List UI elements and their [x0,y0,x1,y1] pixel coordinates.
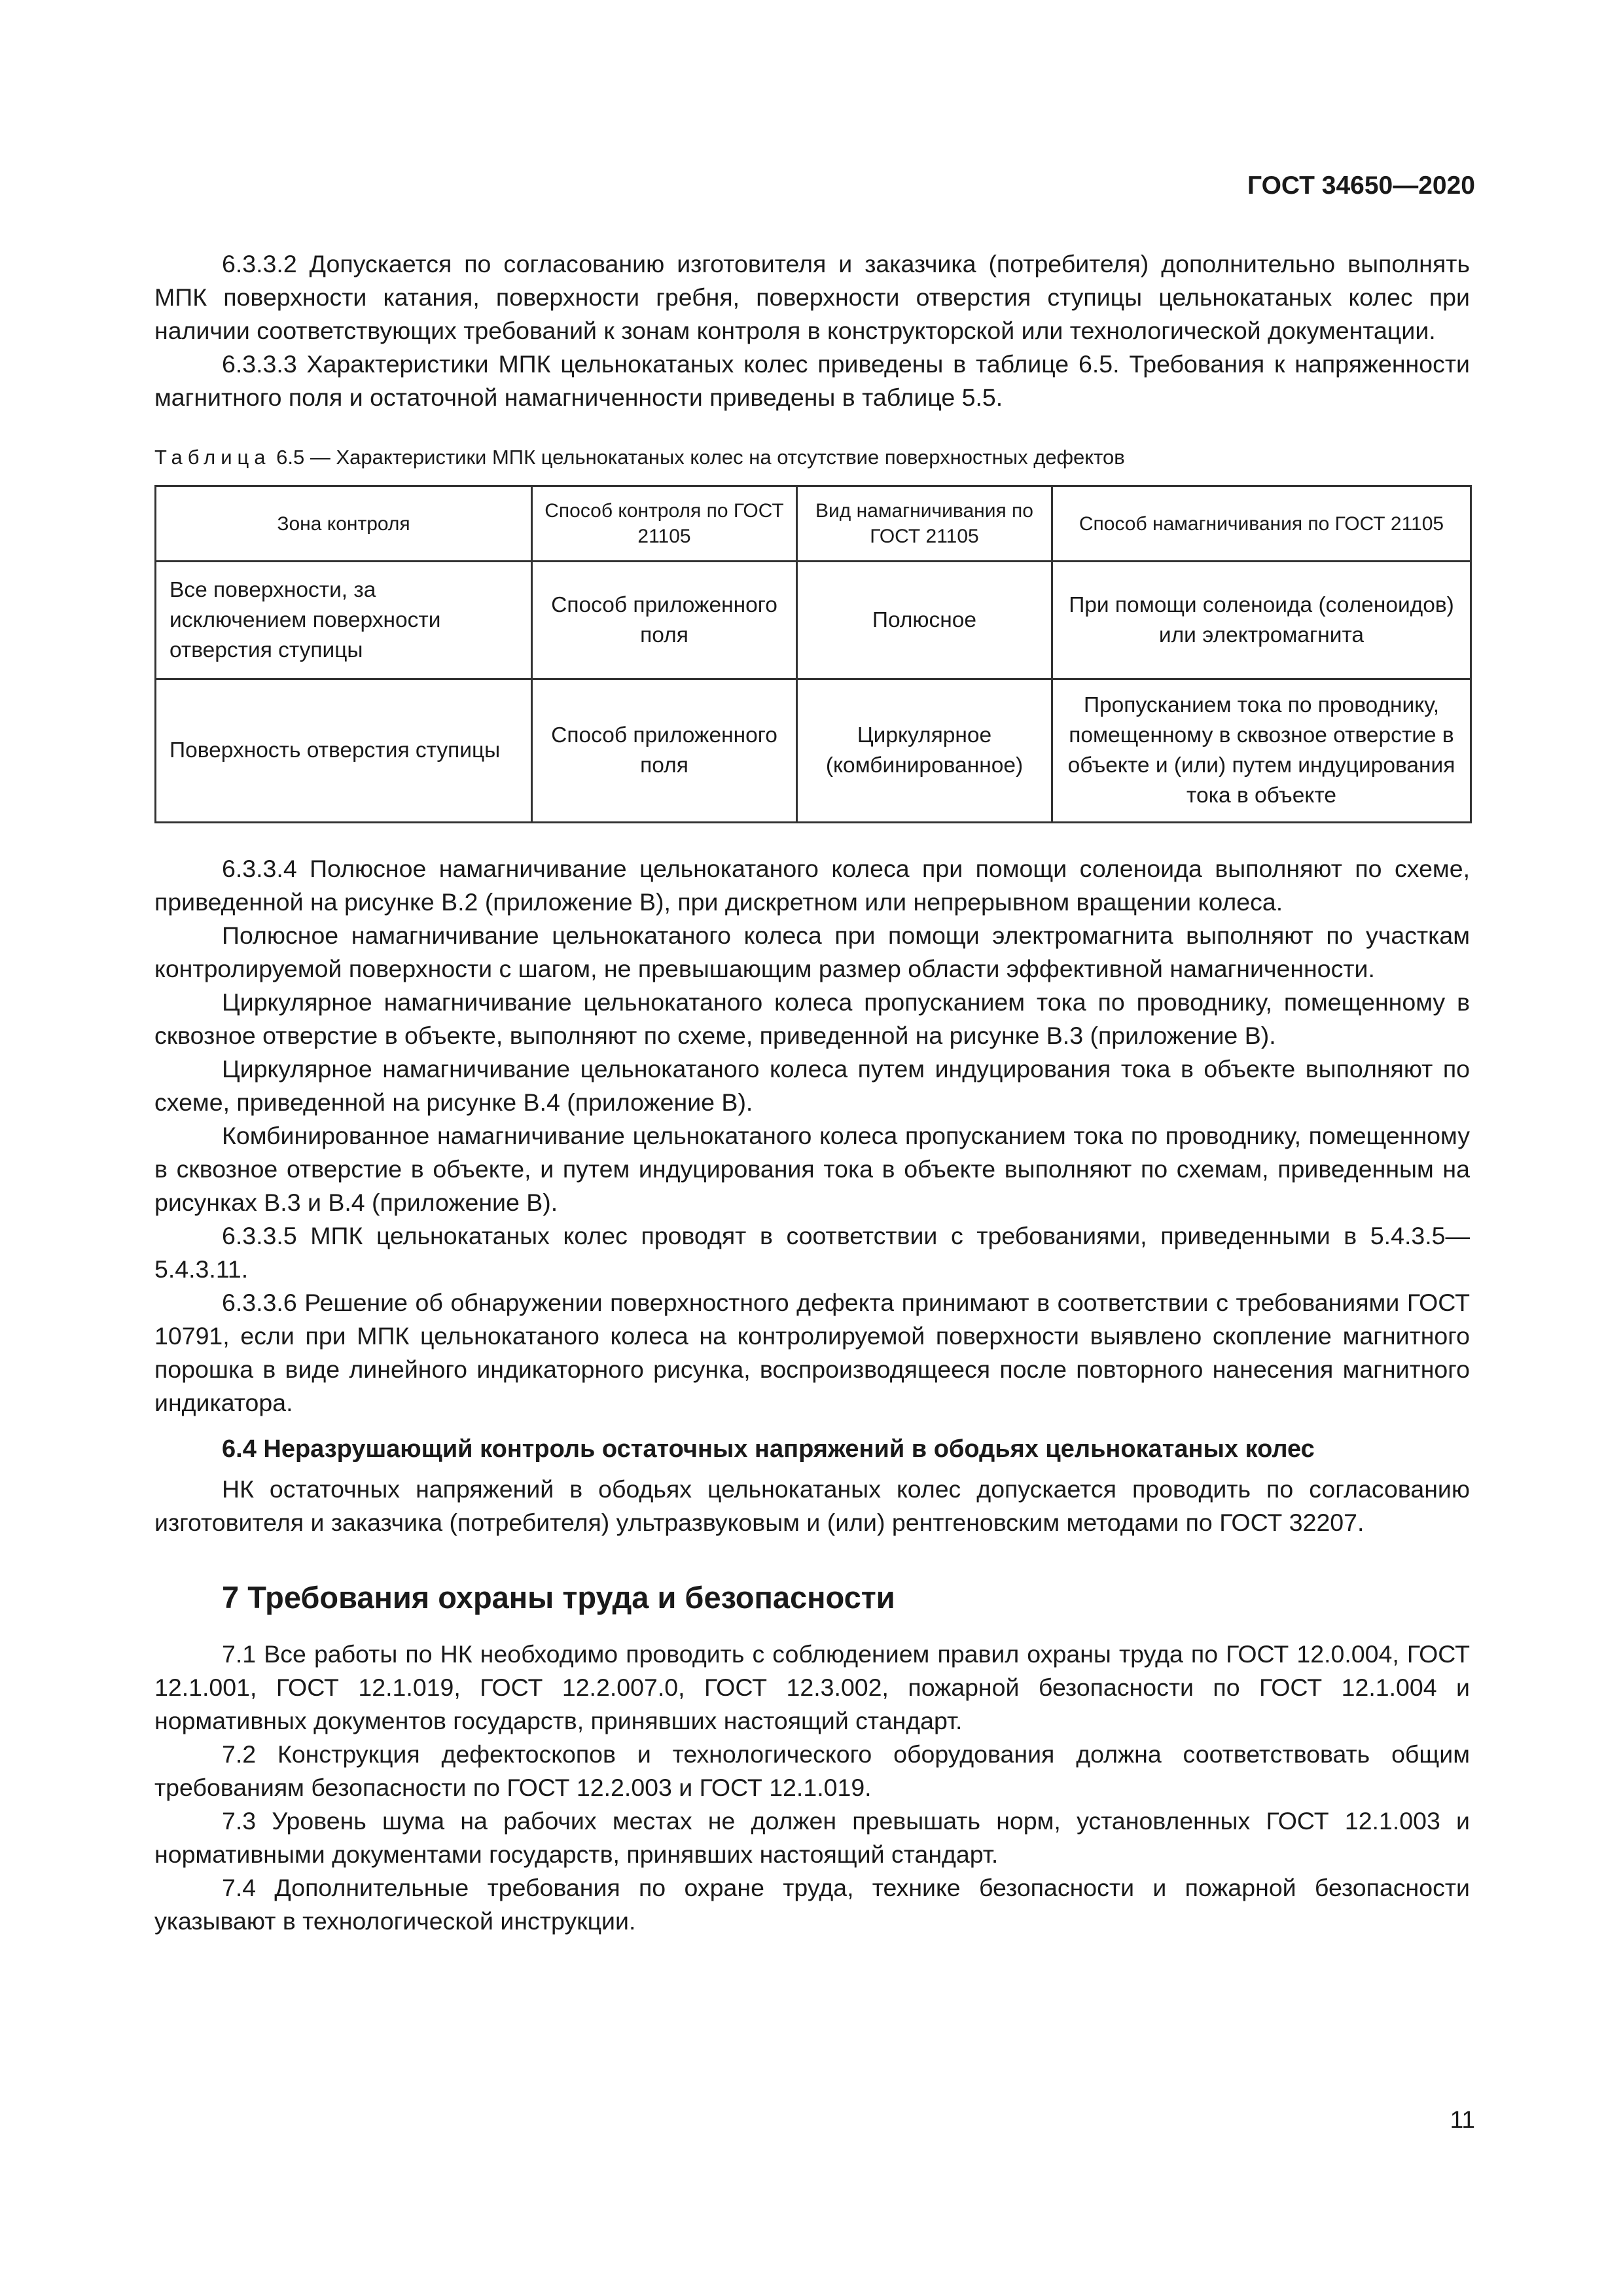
paragraph-6-3-3-3: 6.3.3.3 Характеристики МПК цельнокатаных колес приведены в таблице 6.5. Требования к напряженности магнитного поля и остаточной намагниченности приведены в таблице 5.5. [154,350,1470,411]
paragraph-6-3-3-6: 6.3.3.6 Решение об обнаружении поверхностного дефекта принимают в соответствии с требованиями ГОСТ 10791, если при МПК цельнокатаного колеса на контролируемой поверхности выявлено скопление магнитного порошка в виде линейного индикаторного рисунка, воспроизводящееся после повторного нанесения магнитного индикатора. [154,1289,1470,1416]
table-cell: Способ приложенного поля [532,679,797,823]
table-cell: Полюсное [797,562,1052,679]
paragraph-6-3-3-4: 6.3.3.4 Полюсное намагничивание цельнокатаного колеса при помощи соленоида выполняют по схеме, приведенной на рисунке В.2 (приложение В), при дискретном или непрерывном вращении колеса. [154,855,1470,916]
document-code: ГОСТ 34650—2020 [1247,171,1475,200]
paragraph-7-4: 7.4 Дополнительные требования по охране труда, технике безопасности и пожарной безопасности указывают в технологической инструкции. [154,1874,1470,1935]
paragraph-6-4: НК остаточных напряжений в ободьях цельнокатаных колес допускается проводить по согласованию изготовителя и заказчика (потребителя) ультразвуковым и (или) рентгеновским методами по ГОСТ 32207. [154,1475,1470,1536]
subsection-heading-6-4: 6.4 Неразрушающий контроль остаточных напряжений в ободьях цельнокатаных колес [222,1435,1315,1463]
paragraph: Комбинированное намагничивание цельнокатаного колеса пропусканием тока по проводнику, помещенному в сквозное отверстие в объекте, и путем индуцирования тока в объекте выполняют по схемам, приведенным на рисунках В.3 и В.4 (приложение В). [154,1122,1470,1216]
paragraph-7-1: 7.1 Все работы по НК необходимо проводить с соблюдением правил охраны труда по ГОСТ 12.0.004, ГОСТ 12.1.001, ГОСТ 12.1.019, ГОСТ 12.2.007.0, ГОСТ 12.3.002, пожарной безопасности по ГОСТ 12.1.004 и нормативных документов государств, принявших настоящий стандарт. [154,1640,1470,1734]
table-header-cell: Вид намагничивания по ГОСТ 21105 [797,486,1052,562]
table-row [156,679,1471,823]
table-caption-label: Таблица [154,446,271,469]
table-cell: Циркулярное (комбинированное) [797,679,1052,823]
table-caption [154,444,1470,471]
table-row [156,562,1471,679]
table-header-row [156,486,1471,562]
page-content [154,247,1470,1938]
table-header-cell: Способ намагничивания по ГОСТ 21105 [1052,486,1471,562]
table-caption-text: 6.5 — Характеристики МПК цельнокатаных колес на отсутствие поверхностных дефектов [270,446,1125,469]
table-cell: Поверхность отверстия ступицы [156,679,532,823]
paragraph-6-3-3-2: 6.3.3.2 Допускается по согласованию изготовителя и заказчика (потребителя) дополнительно выполнять МПК поверхности катания, поверхности гребня, поверхности отверстия ступицы цельнокатаных колес при наличии соответствующих требований к зонам контроля в конструкторской или технологической документации. [154,250,1470,344]
paragraph-6-3-3-5: 6.3.3.5 МПК цельнокатаных колес проводят в соответствии с требованиями, приведенными в 5.4.3.5—5.4.3.11. [154,1222,1470,1283]
table-6-5 [154,485,1472,823]
paragraph-7-2: 7.2 Конструкция дефектоскопов и технологического оборудования должна соответствовать общим требованиям безопасности по ГОСТ 12.2.003 и ГОСТ 12.1.019. [154,1740,1470,1801]
section-heading-7: 7 Требования охраны труда и безопасности [222,1580,895,1615]
page-number: 11 [1450,2106,1475,2133]
table-cell: Пропусканием тока по проводнику, помещенному в сквозное отверстие в объекте и (или) путем индуцирования тока в объекте [1052,679,1471,823]
paragraph: Полюсное намагничивание цельнокатаного колеса при помощи электромагнита выполняют по участкам контролируемой поверхности с шагом, не превышающим размер области эффективной намагниченности. [154,922,1470,982]
table-cell: Все поверхности, за исключением поверхности отверстия ступицы [156,562,532,679]
table-cell: При помощи соленоида (соленоидов) или электромагнита [1052,562,1471,679]
table-header-cell: Способ контроля по ГОСТ 21105 [532,486,797,562]
table-cell: Способ приложенного поля [532,562,797,679]
paragraph: Циркулярное намагничивание цельнокатаного колеса пропусканием тока по проводнику, помещенному в сквозное отверстие в объекте, выполняют по схеме, приведенной на рисунке В.3 (приложение В). [154,988,1470,1049]
paragraph-7-3: 7.3 Уровень шума на рабочих местах не должен превышать норм, установленных ГОСТ 12.1.003 и нормативными документами государств, принявших настоящий стандарт. [154,1807,1470,1868]
table-header-cell: Зона контроля [156,486,532,562]
paragraph: Циркулярное намагничивание цельнокатаного колеса путем индуцирования тока в объекте выполняют по схеме, приведенной на рисунке В.4 (приложение В). [154,1055,1470,1116]
